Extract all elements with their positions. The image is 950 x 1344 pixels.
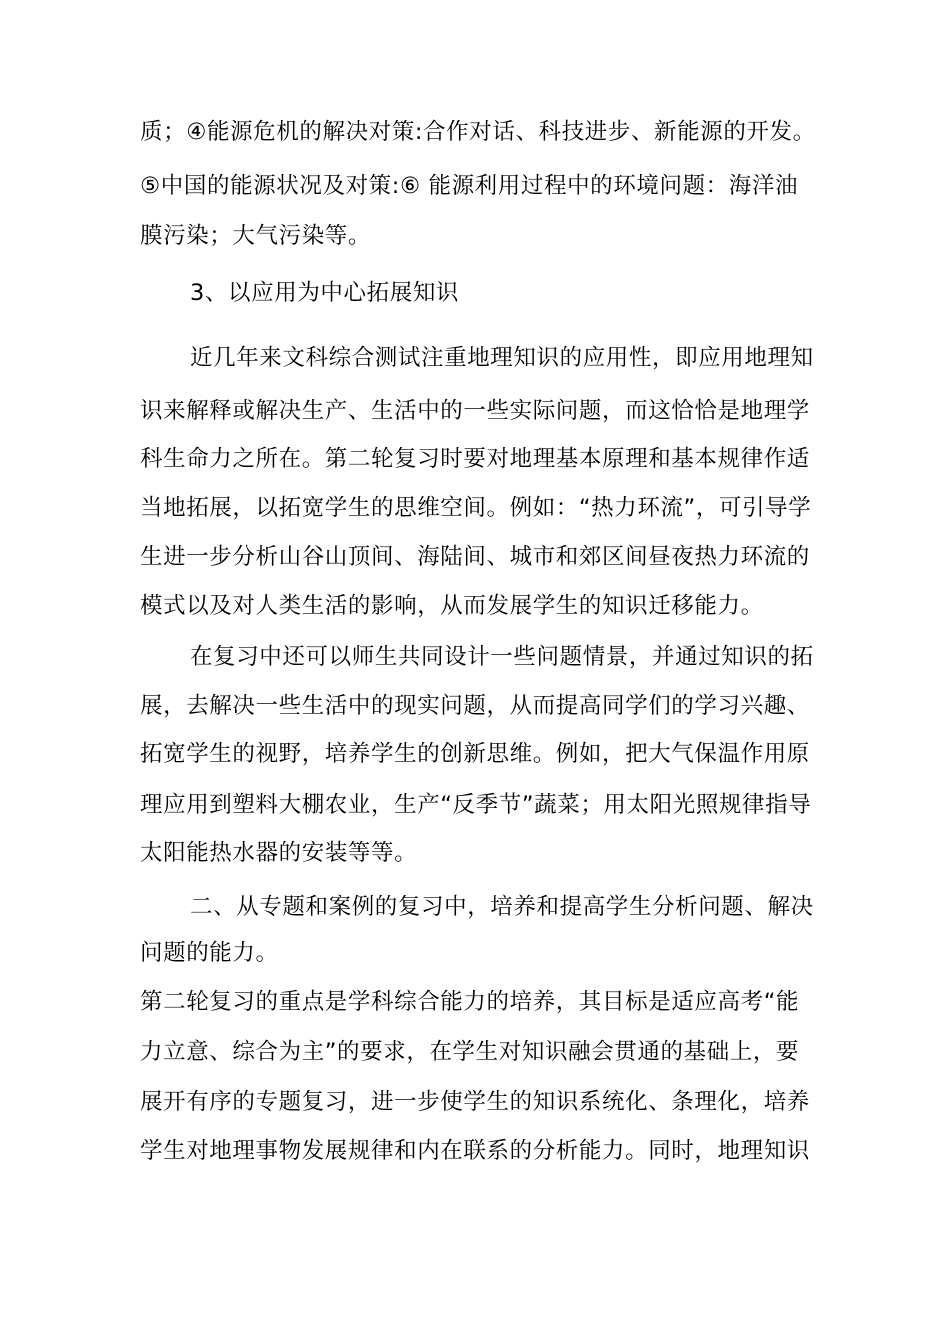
text-line-13: 拓宽学生的视野，培养学生的创新思维。例如，把大气保温作用原: [140, 741, 810, 767]
text-line-8: 当地拓展，以拓宽学生的思维空间。例如：“热力环流”，可引导学: [140, 495, 812, 521]
text-line-3: 膜污染；大气污染等。: [140, 223, 372, 249]
text-line-10: 模式以及对人类生活的影响，从而发展学生的知识迁移能力。: [140, 593, 764, 619]
text-line-5: 近几年来文科综合测试注重地理知识的应用性，即应用地理知: [190, 345, 814, 371]
text-line-1: 质；④能源危机的解决对策:合作对话、科技进步、新能源的开发。: [140, 119, 816, 145]
text-line-18: 第二轮复习的重点是学科综合能力的培养，其目标是适应高考“能: [140, 989, 800, 1015]
section-heading-2: 二、从专题和案例的复习中，培养和提高学生分析问题、解决: [190, 894, 814, 920]
text-line-20: 展开有序的专题复习，进一步使学生的知识系统化、条理化，培养: [140, 1089, 810, 1115]
text-line-2: ⑤中国的能源状况及对策:⑥ 能源利用过程中的环境问题：海洋油: [140, 173, 799, 199]
text-line-17: 问题的能力。: [140, 940, 279, 966]
text-line-9: 生进一步分析山谷山顶间、海陆间、城市和郊区间昼夜热力环流的: [140, 544, 810, 570]
text-line-12: 展，去解决一些生活中的现实问题，从而提高同学们的学习兴趣、: [140, 693, 810, 719]
text-line-14: 理应用到塑料大棚农业，生产“反季节”蔬菜；用太阳光照规律指导: [140, 792, 812, 818]
section-heading-3: 3、以应用为中心拓展知识: [190, 280, 460, 306]
text-line-6: 识来解释或解决生产、生活中的一些实际问题，而这恰恰是地理学: [140, 398, 810, 424]
text-line-19: 力立意、综合为主”的要求，在学生对知识融会贯通的基础上，要: [140, 1039, 800, 1065]
text-line-21: 学生对地理事物发展规律和内在联系的分析能力。同时，地理知识: [140, 1138, 810, 1164]
text-line-15: 太阳能热水器的安装等等。: [140, 840, 418, 866]
text-line-11: 在复习中还可以师生共同设计一些问题情景，并通过知识的拓: [190, 644, 814, 670]
text-line-7: 科生命力之所在。第二轮复习时要对地理基本原理和基本规律作适: [140, 446, 810, 472]
